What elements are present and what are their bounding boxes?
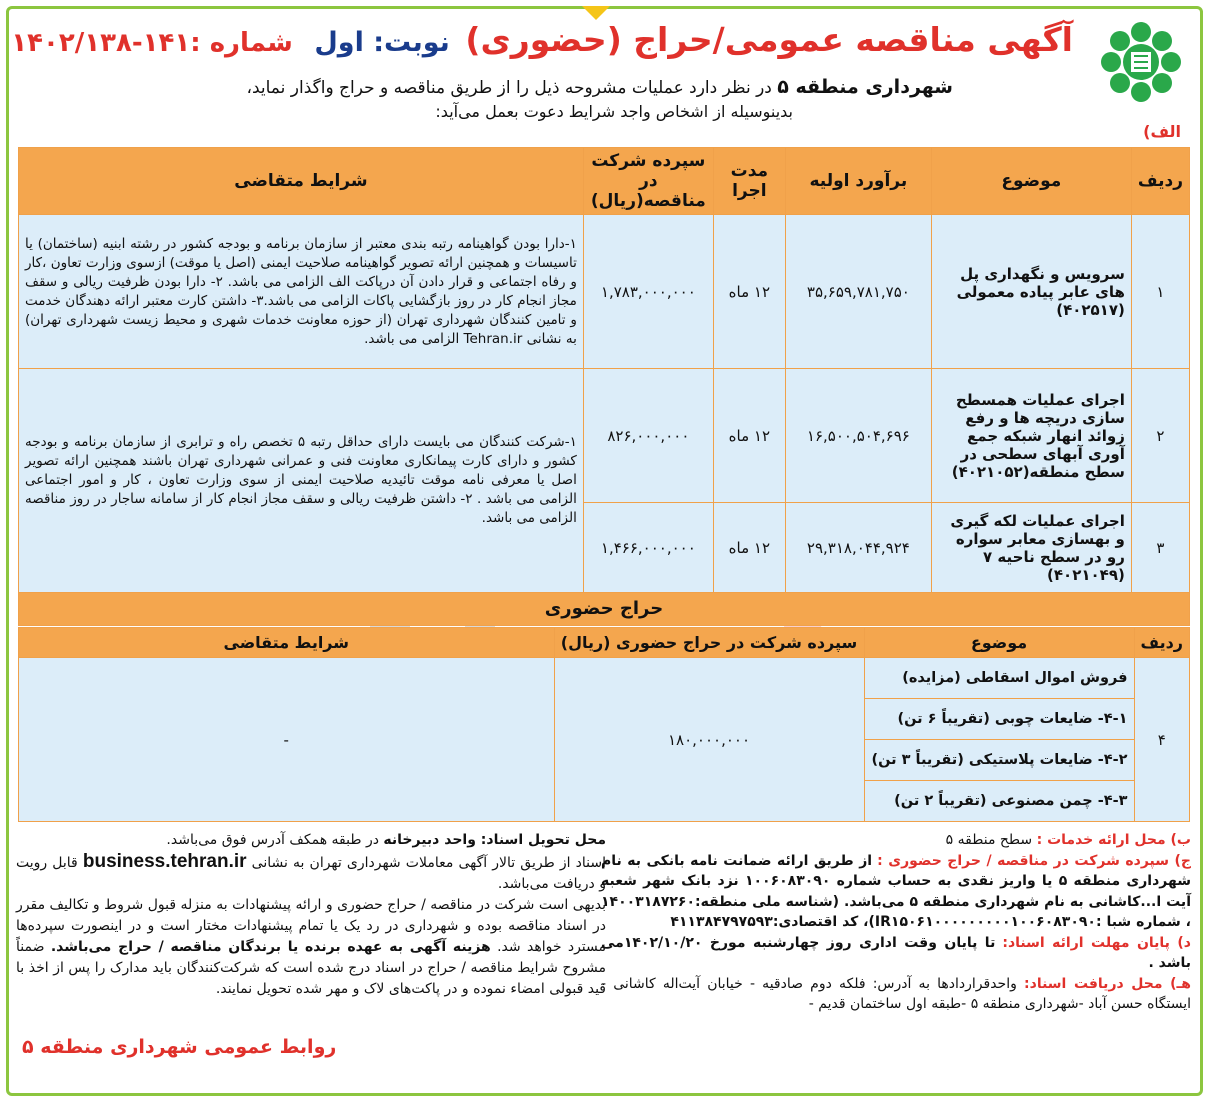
delivery-info [16, 830, 606, 851]
row-conditions: ۱-شرکت کنندگان می بایست دارای حداقل رتبه ۵ تخصص راه و ترابری از سازمان برنامه و بودجه کشور و دارای کارت پیمانکاری معاونت فنی و عمرانی شهرداری تهران باشند همچنین ارائه تصویر اصل یا معرفی نامه موقت تائیدیه صلاحیت ایمنی از سوی وزارت تعاون ، کار و امور اجتماعی الزامی می باشد . ۲- داشتن ظرفیت ریالی و سقف مجاز انجام کار از سامانه ساجار در روز مناقصه الزامی می باشد. [19, 369, 584, 593]
col-header-deposit: سپرده شرکت در مناقصه(ریال) [583, 148, 713, 215]
docs-location-info [601, 974, 1191, 1015]
cost-label: هزینه آگهی به عهده برنده یا برندگان مناقصه / حراج می‌باشد. [50, 939, 491, 955]
auction-title: حراج حضوری [18, 592, 1190, 626]
auction-item: فروش اموال اسقاطی (مزایده) [864, 658, 1134, 699]
section-a-label: الف) [1143, 122, 1181, 141]
auction-table [18, 627, 1190, 822]
service-location-label: ب) محل ارائه خدمات : [1036, 832, 1191, 848]
public-relations-signature: روابط عمومی شهرداری منطقه ۵ [22, 1036, 337, 1058]
tehran-municipality-logo [1099, 20, 1183, 104]
business-url-link[interactable]: business.tehran.ir [82, 851, 247, 872]
docs-text-2: قابل رویت و دریافت می‌باشد. [16, 855, 606, 892]
auction-col-subject: موضوع [864, 628, 1134, 658]
table-row [19, 369, 1190, 503]
deposit-text: از طریق ارائه ضمانت نامه بانکی به نام شهرداری منطقه ۵ یا واریز نقدی به حساب شماره ۱۰۰۶۰۸۳۰۹۰ نزد بانک شهر شعبه آیت ا...کاشانی به نام شهرداری منطقه ۵ می‌باشد. (شناسه ملی منطقه:۱۴۰۰۳۱۸۷۲۶۰ ، شماره شبا :IR۱۵۰۶۱۰۰۰۰۰۰۰۰۰۱۰۰۶۰۸۳۰۹۰)، کد اقتصادی:۴۱۱۳۸۴۷۹۷۵۹۳ [601, 852, 1191, 930]
row-conditions: ۱-دارا بودن گواهینامه رتبه بندی معتبر از سازمان برنامه و بودجه کشور در رشته ابنیه (ساختمان) یا تاسیسات و همچنین ارائه تصویر گواهینامه صلاحیت ایمنی (اصل یا موقت) ازسوی وزارت تعاون ،کار و رفاه اجتماعی و قرار دادن آن درپاکت الف الزامی می باشد. ۲- دارا بودن ظرفیت ریالی و سقف مجاز انجام کار در روز بازگشایی پاکات الزامی می باشد.۳- داشتن کارت معتبر ارائه دهندگان خدمت و تامین کنندگان شهرداری تهران (از حوزه معاونت خدمات شهری و محیط زیست شهرداری تهران) به نشانی Tehran.ir الزامی می باشد. [19, 215, 584, 369]
row-number: ۱ [1131, 215, 1189, 369]
deposit-label: ج) سپرده شرکت در مناقصه / حراج حضوری : [877, 852, 1191, 869]
docs-location-label: هـ) محل دریافت اسناد: [1024, 975, 1191, 992]
delivery-text: در طبقه همکف آدرس فوق می‌باشد. [166, 832, 379, 848]
auction-col-row: ردیف [1134, 628, 1189, 658]
row-estimate: ۲۹,۳۱۸,۰۴۴,۹۲۴ [785, 503, 931, 593]
ad-title: آگهی مناقصه عمومی/حراج (حضوری) [465, 20, 1073, 59]
footer-right-block [601, 830, 1191, 1015]
deadline-label: د) پایان مهلت ارائه اسناد: [1002, 934, 1191, 951]
col-header-subject: موضوع [931, 148, 1131, 215]
row-estimate: ۱۶,۵۰۰,۵۰۴,۶۹۶ [785, 369, 931, 503]
row-estimate: ۳۵,۶۵۹,۷۸۱,۷۵۰ [785, 215, 931, 369]
row-duration: ۱۲ ماه [713, 503, 785, 593]
ad-round: نوبت: اول [314, 27, 450, 58]
docs-info [16, 851, 606, 895]
auction-deposit: ۱۸۰,۰۰۰,۰۰۰ [554, 658, 864, 822]
row-subject: اجرای عملیات همسطح سازی دریچه ها و رفع زوائد انهار شبکه جمع آوری آبهای سطحی در سطح منطقه(۴۰۲۱۰۵۲) [931, 369, 1131, 503]
row-duration: ۱۲ ماه [713, 369, 785, 503]
ad-title-row [11, 20, 1073, 59]
delivery-label: محل تحویل اسناد: واحد دبیرخانه [383, 832, 606, 848]
auction-conditions: - [19, 658, 555, 822]
auction-col-deposit: سپرده شرکت در حراج حضوری (ریال) [554, 628, 864, 658]
auction-item: ۴-۲- ضایعات پلاستیکی (تقریباً ۳ تن) [864, 740, 1134, 781]
footer-left-block [16, 830, 606, 1000]
table-row [19, 658, 1190, 699]
tender-table [18, 147, 1190, 593]
row-subject: سرویس و نگهداری پل های عابر پیاده معمولی (۴۰۲۵۱۷) [931, 215, 1131, 369]
deadline-info [601, 933, 1191, 974]
row-subject: اجرای عملیات لکه گیری و بهسازی معابر سواره رو در سطح ناحیه ۷ (۴۰۲۱۰۴۹) [931, 503, 1131, 593]
auction-item: ۴-۱- ضایعات چوبی (تقریباً ۶ تن) [864, 699, 1134, 740]
ad-number: شماره :۱۴۱-۱۴۰۲/۱۳۸ [11, 28, 293, 58]
auction-col-conditions: شرایط متقاضی [19, 628, 555, 658]
row-deposit: ۸۲۶,۰۰۰,۰۰۰ [583, 369, 713, 503]
col-header-conditions: شرایط متقاضی [19, 148, 584, 215]
notice-info [16, 895, 606, 1000]
notice-text: بدیهی است شرکت در مناقصه / حراج حضوری و ارائه پیشنهادات به منزله قبول شروط و تکالیف مقرر در اسناد مناقصه بوده و شهرداری در رد یک یا تمام پیشنهادات مختار است و در اینصورت سپرده‌ها مسترد خواهد شد. [16, 897, 606, 955]
service-location-text: سطح منطقه ۵ [945, 832, 1033, 848]
row-duration: ۱۲ ماه [713, 215, 785, 369]
intro-text-1: در نظر دارد عملیات مشروحه ذیل را از طریق مناقصه و حراج واگذار نماید، [246, 78, 772, 98]
col-header-duration: مدت اجرا [713, 148, 785, 215]
col-header-row: ردیف [1131, 148, 1189, 215]
deadline-text: تا پایان وقت اداری روز چهارشنبه مورخ ۱۴۰۲/۱۰/۲۰می باشد . [601, 934, 1191, 971]
org-name: شهرداری منطقه ۵ [777, 76, 953, 98]
auction-row-number: ۴ [1134, 658, 1189, 822]
col-header-estimate: برآورد اولیه [785, 148, 931, 215]
header [11, 14, 1193, 141]
docs-text-1: اسناد از طریق تالار آگهی معاملات شهرداری تهران به نشانی [251, 855, 606, 871]
deposit-info [601, 851, 1191, 933]
table-row [19, 215, 1190, 369]
row-deposit: ۱,۴۶۶,۰۰۰,۰۰۰ [583, 503, 713, 593]
row-number: ۲ [1131, 369, 1189, 503]
auction-item: ۴-۳- چمن مصنوعی (تقریباً ۲ تن) [864, 781, 1134, 822]
row-deposit: ۱,۷۸۳,۰۰۰,۰۰۰ [583, 215, 713, 369]
intro-line-2: بدینوسیله از اشخاص واجد شرایط دعوت بعمل می‌آید: [435, 102, 793, 121]
service-location [601, 830, 1191, 851]
intro-line-1 [246, 76, 953, 98]
row-number: ۳ [1131, 503, 1189, 593]
docs-location-text: واحدقراردادها به آدرس: فلکه دوم صادقیه - خیابان آیت‌اله کاشانی - ایستگاه حسن آباد -شهرداری منطقه ۵ -طبقه اول ساختمان قدیم - [601, 975, 1191, 1012]
final-text: ضمناً مشروح شرایط مناقصه / حراج در اسناد درج شده است که شرکت‌کنندگان باید مدارک را پس از اخذ با قید قبولی امضاء نموده و در پاکت‌های لاک و مهر شده تحویل نمایند. [16, 939, 606, 997]
